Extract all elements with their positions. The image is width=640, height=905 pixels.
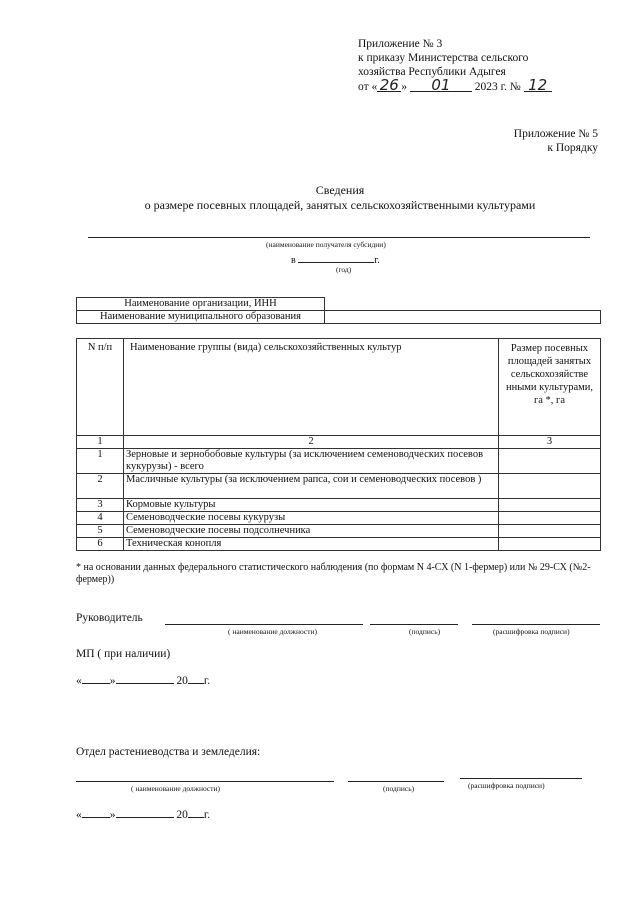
municipality-row <box>77 311 601 324</box>
dept-sign-caption: (подпись) <box>383 784 415 793</box>
table-row <box>77 499 601 512</box>
date2-day-blank <box>82 807 110 818</box>
date1-day-blank <box>82 673 110 684</box>
row-num: 4 <box>77 512 124 525</box>
head-sign-line <box>370 624 458 625</box>
dept-decode-line <box>460 778 582 779</box>
recipient-caption: (наименование получателя субсидии) <box>266 240 386 249</box>
appendix3-line3: хозяйства Республики Адыгея <box>358 66 506 78</box>
date1-month-blank <box>116 673 174 684</box>
year-in-prefix: в <box>291 255 296 266</box>
header-name: Наименование группы (вида) сельскохозяйственных культур <box>124 339 499 436</box>
col-num-3: 3 <box>499 436 601 449</box>
org-name-row <box>77 298 601 311</box>
row-area-value <box>499 525 601 538</box>
date-number-handwritten: 12 <box>524 79 552 92</box>
col-num-2: 2 <box>124 436 499 449</box>
stamp-label: МП ( при наличии) <box>76 648 171 660</box>
org-name-label: Наименование организации, ИНН <box>77 298 325 311</box>
appendix3-date-line <box>358 76 618 95</box>
row-crop-name: Масличные культуры (за исключением рапса, сои и семеноводческих посевов ) <box>124 474 499 499</box>
dept-position-caption: ( наименование должности) <box>131 784 221 793</box>
table-row <box>77 525 601 538</box>
date2-line <box>76 807 210 822</box>
table-row <box>77 512 601 525</box>
org-info-table <box>76 297 601 324</box>
date-day-handwritten: 26 <box>377 79 401 92</box>
row-crop-name: Кормовые культуры <box>124 499 499 512</box>
head-signature-label: Руководитель <box>76 612 143 624</box>
appendix3-block <box>358 37 618 95</box>
department-label: Отдел растениеводства и земледелия: <box>76 746 261 758</box>
document-title <box>0 183 640 213</box>
row-crop-name: Семеноводческие посевы кукурузы <box>124 512 499 525</box>
title-line1: Сведения <box>315 183 365 197</box>
appendix5-line1: Приложение № 5 <box>513 128 598 140</box>
head-position-caption: ( наименование должности) <box>228 627 318 636</box>
crops-table <box>76 338 601 551</box>
date-prefix: от « <box>358 81 378 93</box>
date-year: 2023 г. № <box>474 81 521 93</box>
header-num: N п/п <box>77 339 124 436</box>
dept-position-line <box>76 781 334 782</box>
row-crop-name: Зерновые и зернобобовые культуры (за исключением семеноводческих посевов кукурузы) - всего <box>124 449 499 474</box>
table-row <box>77 474 601 499</box>
date-month-handwritten: 01 <box>410 79 472 92</box>
row-area-value <box>499 474 601 499</box>
column-number-row <box>77 436 601 449</box>
date1-close: » <box>109 675 116 687</box>
row-area-value <box>499 499 601 512</box>
row-num: 6 <box>77 538 124 551</box>
row-num: 2 <box>77 474 124 499</box>
table-row <box>77 538 601 551</box>
row-crop-name: Семеноводческие посевы подсолнечника <box>124 525 499 538</box>
footnote: * на основании данных федерального статистического наблюдения (по формам N 4-СХ (N 1-фермер) или № 29-СХ (№2-фермер)) <box>76 562 591 585</box>
row-area-value <box>499 512 601 525</box>
appendix5-block <box>514 127 598 155</box>
title-line2: о размере посевных площадей, занятых сельскохозяйственными культурами <box>144 198 536 212</box>
row-crop-name: Техническая конопля <box>124 538 499 551</box>
date-mid: » <box>401 81 407 93</box>
recipient-name-line <box>88 237 590 238</box>
table-row <box>77 449 601 474</box>
date2-year: 20 <box>176 809 188 821</box>
head-sign-caption: (подпись) <box>409 627 441 636</box>
date2-close: » <box>109 809 116 821</box>
dept-decode-caption: (расшифровка подписи) <box>468 781 545 790</box>
col-num-1: 1 <box>77 436 124 449</box>
head-decode-caption: (расшифровка подписи) <box>493 627 570 636</box>
head-position-line <box>165 624 363 625</box>
row-area-value <box>499 538 601 551</box>
date2-year-blank <box>188 807 204 818</box>
date2-month-blank <box>116 807 174 818</box>
date1-suffix: г. <box>203 675 211 687</box>
row-num: 1 <box>77 449 124 474</box>
date2-open: « <box>76 809 82 821</box>
appendix3-line2: к приказу Министерства сельского <box>358 52 529 64</box>
appendix3-line1: Приложение № 3 <box>358 38 443 50</box>
year-blank <box>298 253 374 263</box>
row-num: 5 <box>77 525 124 538</box>
header-size: Размер посевных площадей занятых сельскохозяйстве нными культурами, га *, га <box>499 339 601 436</box>
appendix5-line2: к Порядку <box>547 142 598 154</box>
municipality-value <box>325 311 601 324</box>
head-decode-line <box>472 624 600 625</box>
table-header-row <box>77 339 601 436</box>
date1-open: « <box>76 675 82 687</box>
date2-suffix: г. <box>203 809 211 821</box>
date1-line <box>76 673 210 688</box>
date1-year: 20 <box>176 675 188 687</box>
dept-sign-line <box>348 781 444 782</box>
municipality-label: Наименование муниципального образования <box>77 311 325 324</box>
year-suffix: г. <box>374 255 380 266</box>
row-num: 3 <box>77 499 124 512</box>
row-area-value <box>499 449 601 474</box>
org-name-value <box>325 298 601 311</box>
date1-year-blank <box>188 673 204 684</box>
year-caption: (год) <box>336 265 352 274</box>
